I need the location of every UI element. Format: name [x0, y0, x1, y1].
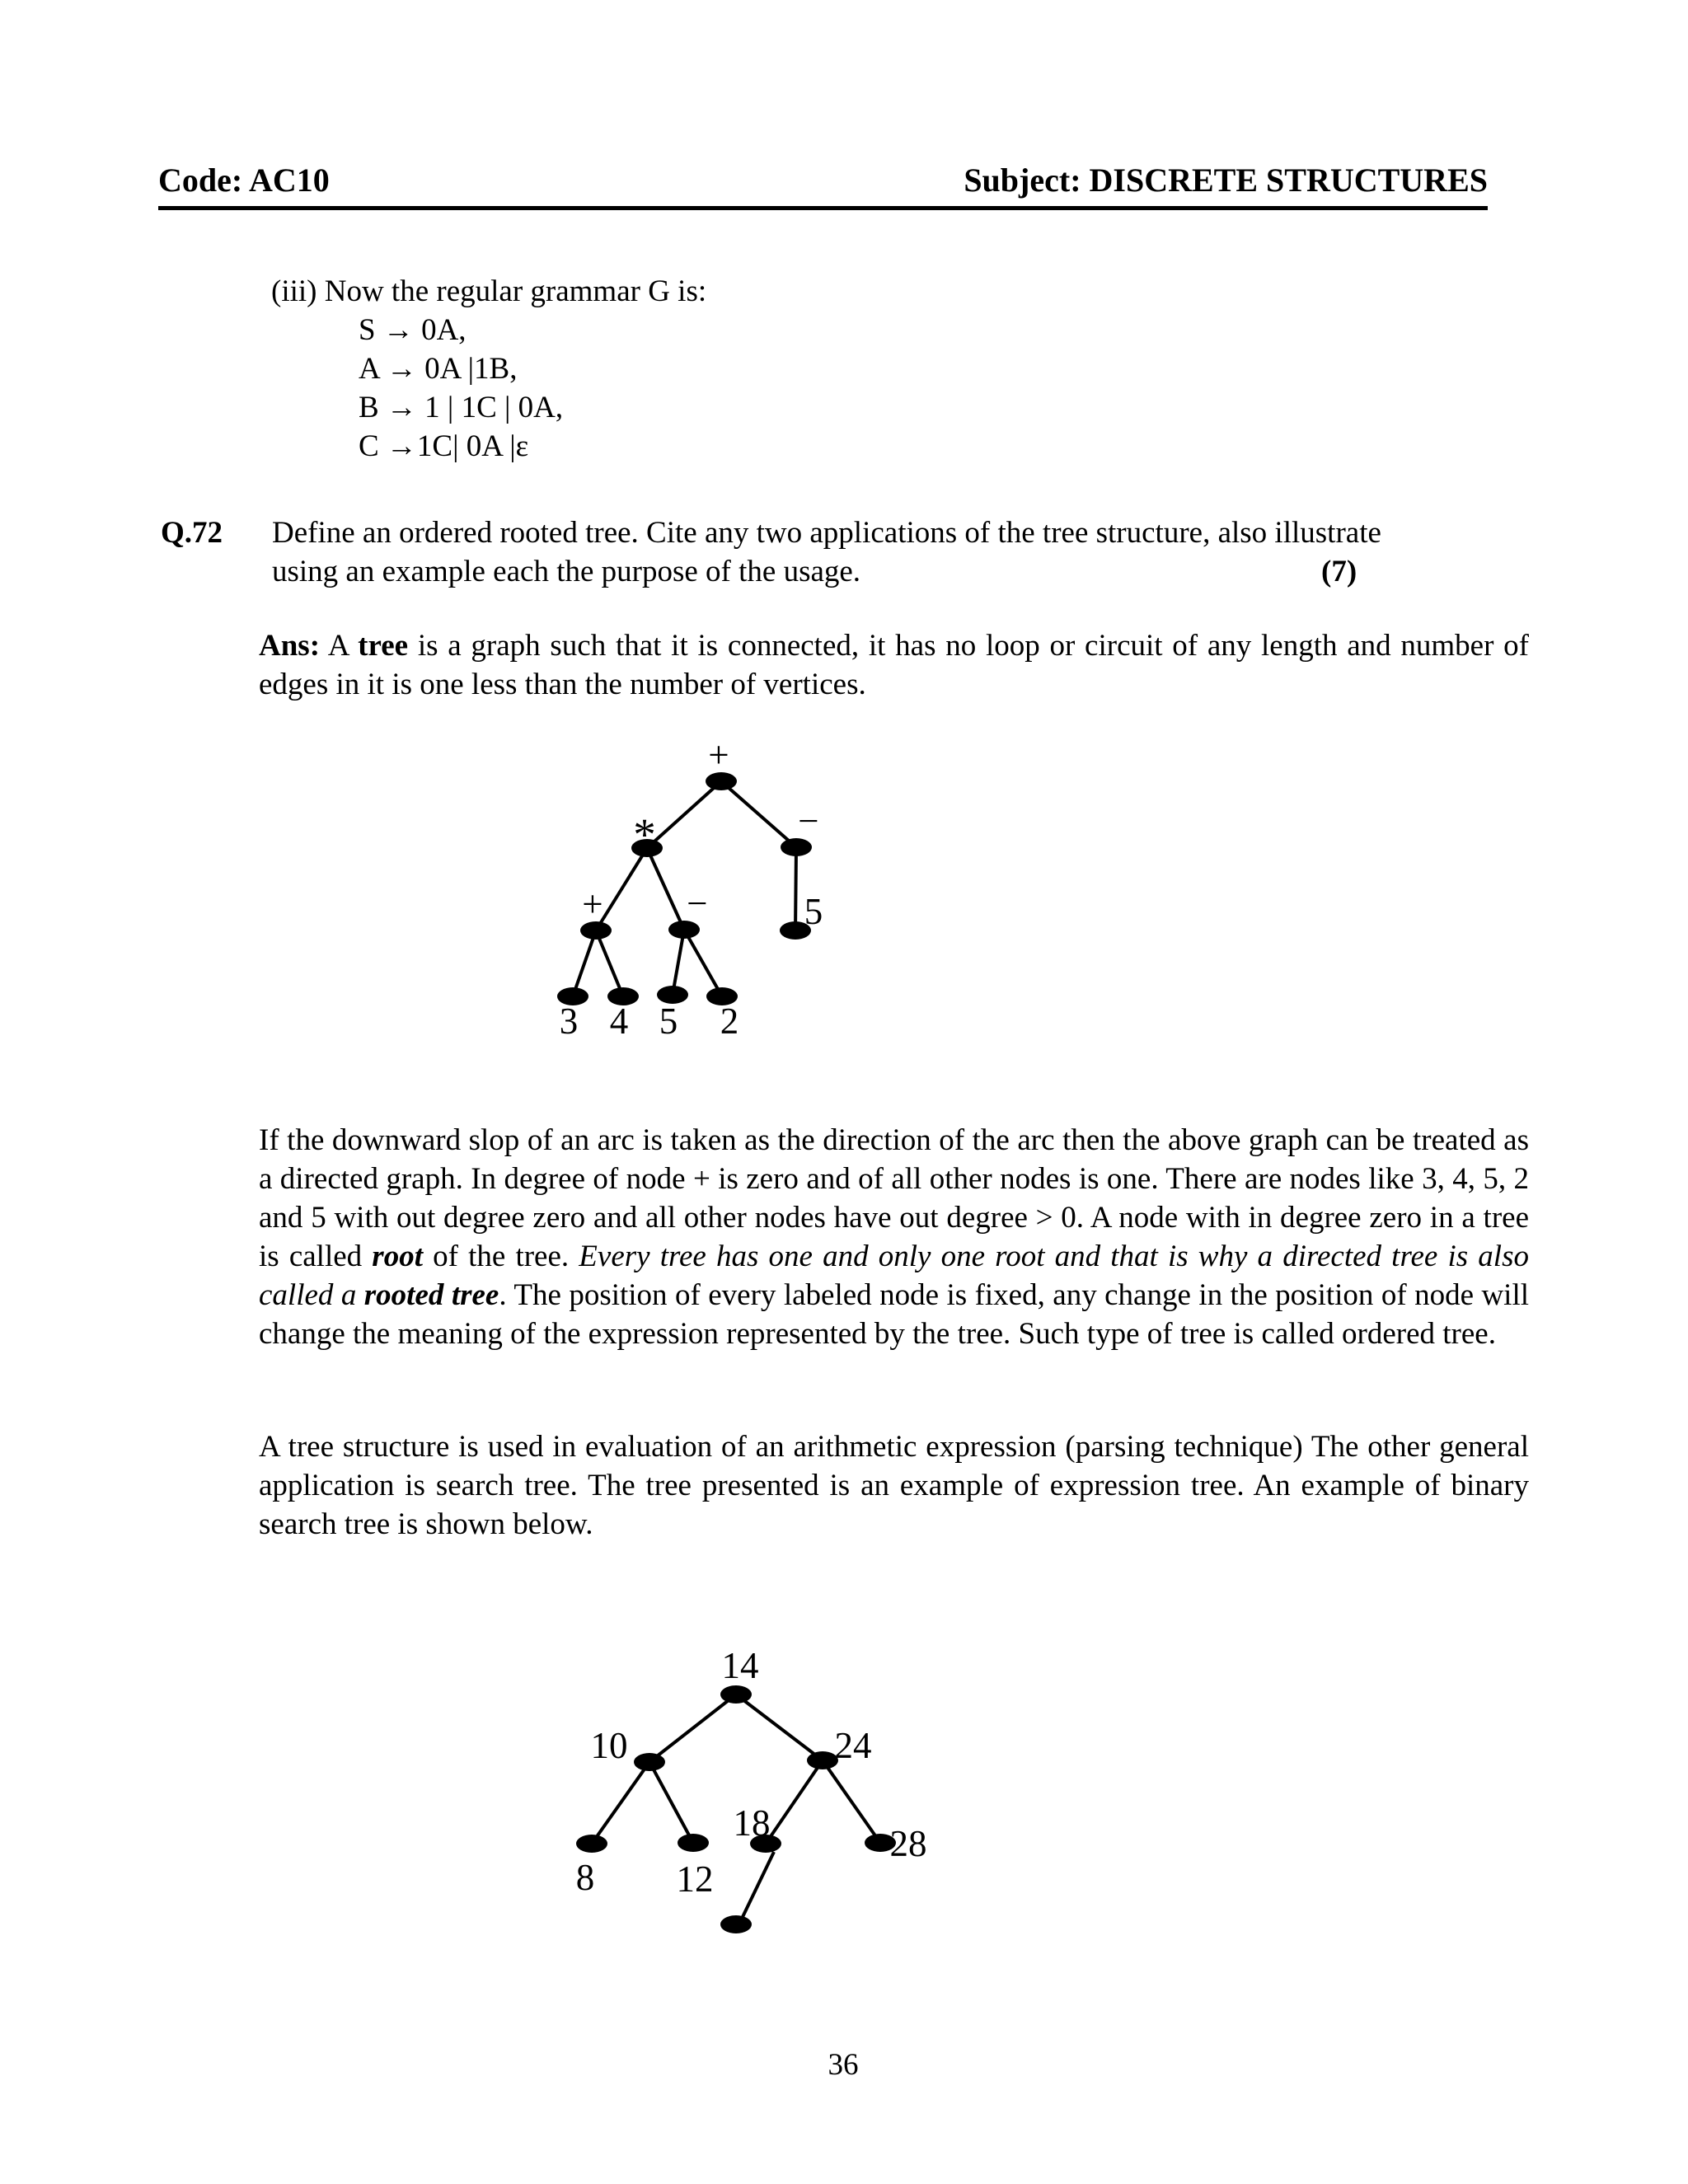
leaf-label: 4 — [609, 1001, 629, 1042]
node-label-minus-right: − — [798, 800, 819, 841]
bst-node-unlabeled — [720, 1915, 752, 1933]
p1-part3: . The position of every labeled node is fixed, any change in the position of node will change the meaning of the expression represented by the tree. Such type of tree is called ordered tree. — [259, 1278, 1530, 1351]
tree-edge — [596, 930, 623, 996]
tree-edge — [649, 1762, 693, 1843]
node-label-five-right: 5 — [804, 891, 823, 932]
tree-edge — [596, 848, 647, 930]
bst-label-8: 8 — [575, 1857, 595, 1898]
tree-edge — [736, 1694, 823, 1760]
page-header — [158, 162, 1488, 199]
bst-label-24: 24 — [834, 1725, 872, 1766]
tree-edge — [823, 1760, 880, 1843]
bst-node-12 — [678, 1834, 709, 1852]
question-line2 — [272, 552, 1525, 591]
node-label-plus-lower: + — [582, 883, 603, 925]
expression-tree-diagram — [495, 701, 1071, 1080]
tree-edge — [649, 1694, 736, 1762]
header-code: Code: AC10 — [158, 162, 330, 199]
question-block — [272, 513, 1525, 591]
node-label-minus-lower: − — [687, 883, 708, 924]
p1-part2: of the tree. — [422, 1240, 579, 1273]
question-marks: (7) — [1321, 555, 1357, 588]
p1-part1: If the downward slop of an arc is taken as the direction of the arc then the above graph can be treated as a directed graph. In degree of node + is zero and of all other nodes is one. There are nodes like 3, 4, 5, 2 and 5 with out degree zero and all other nodes have out degree > 0. A node with in degree zero in a tree is called — [259, 1123, 1529, 1273]
tree-edge — [573, 930, 596, 996]
tree-edge — [795, 847, 796, 930]
body-paragraph-1 — [259, 1121, 1529, 1353]
tree-edge — [742, 1852, 774, 1919]
bst-label-12: 12 — [676, 1858, 714, 1900]
body-paragraph-2: A tree structure is used in evaluation of an arithmetic expression (parsing technique) The other general application is search tree. The tree presented is an example of expression tree. An example of binary search tree is shown below. — [259, 1430, 1529, 1541]
answer-label: Ans: — [259, 629, 321, 663]
tree-edge — [721, 781, 796, 847]
bst-label-28: 28 — [889, 1823, 927, 1864]
leaf-label: 2 — [720, 1001, 739, 1042]
leaf-label: 3 — [559, 1001, 579, 1042]
tree-edge — [647, 781, 721, 848]
grammar-block — [271, 272, 706, 466]
tree-edge — [766, 1760, 823, 1844]
bst-label-18: 18 — [733, 1802, 771, 1844]
p1-rooted-term: rooted tree — [363, 1278, 499, 1312]
bst-node-24 — [807, 1751, 838, 1769]
page-number: 36 — [828, 2048, 859, 2082]
node-label-star: * — [633, 809, 656, 860]
grammar-intro: (iii) Now the regular grammar G is: — [271, 274, 707, 308]
tree-edge — [673, 930, 684, 995]
header-rule — [158, 206, 1488, 210]
grammar-production: A → 0A |1B, — [359, 352, 518, 386]
grammar-production: S → 0A, — [359, 313, 467, 347]
answer-rest: is a graph such that it is connected, it has no loop or circuit of any length and number of edges in it is one less than the number of vertices. — [259, 629, 1529, 701]
answer-pre: A — [320, 629, 359, 663]
grammar-production: C →1C| 0A |ε — [359, 429, 529, 463]
answer-bold-term: tree — [358, 629, 409, 663]
tree-edge — [684, 930, 722, 996]
bst-node-10 — [634, 1753, 665, 1771]
binary-search-tree-diagram — [536, 1607, 1030, 1978]
node-label-root: + — [708, 734, 729, 776]
grammar-production: B → 1 | 1C | 0A, — [359, 391, 564, 424]
p1-root-term: root — [372, 1240, 423, 1273]
bst-node-8 — [576, 1835, 607, 1853]
bst-label-14: 14 — [721, 1645, 759, 1686]
header-subject: Subject: DISCRETE STRUCTURES — [964, 162, 1488, 199]
tree-edge — [592, 1762, 649, 1844]
p1-italic: Every tree has one and only one root and that is why a directed tree is also called a — [259, 1240, 1529, 1312]
bst-node-14 — [720, 1685, 752, 1704]
answer-paragraph — [259, 626, 1529, 704]
question-number: Q.72 — [161, 516, 223, 550]
tree-edge — [647, 848, 684, 930]
leaf-label: 5 — [659, 1001, 678, 1042]
question-line2-text: using an example each the purpose of the usage. — [272, 555, 861, 588]
question-line1: Define an ordered rooted tree. Cite any two applications of the tree structure, also illustrate — [272, 516, 1381, 550]
bst-label-10: 10 — [590, 1725, 628, 1766]
